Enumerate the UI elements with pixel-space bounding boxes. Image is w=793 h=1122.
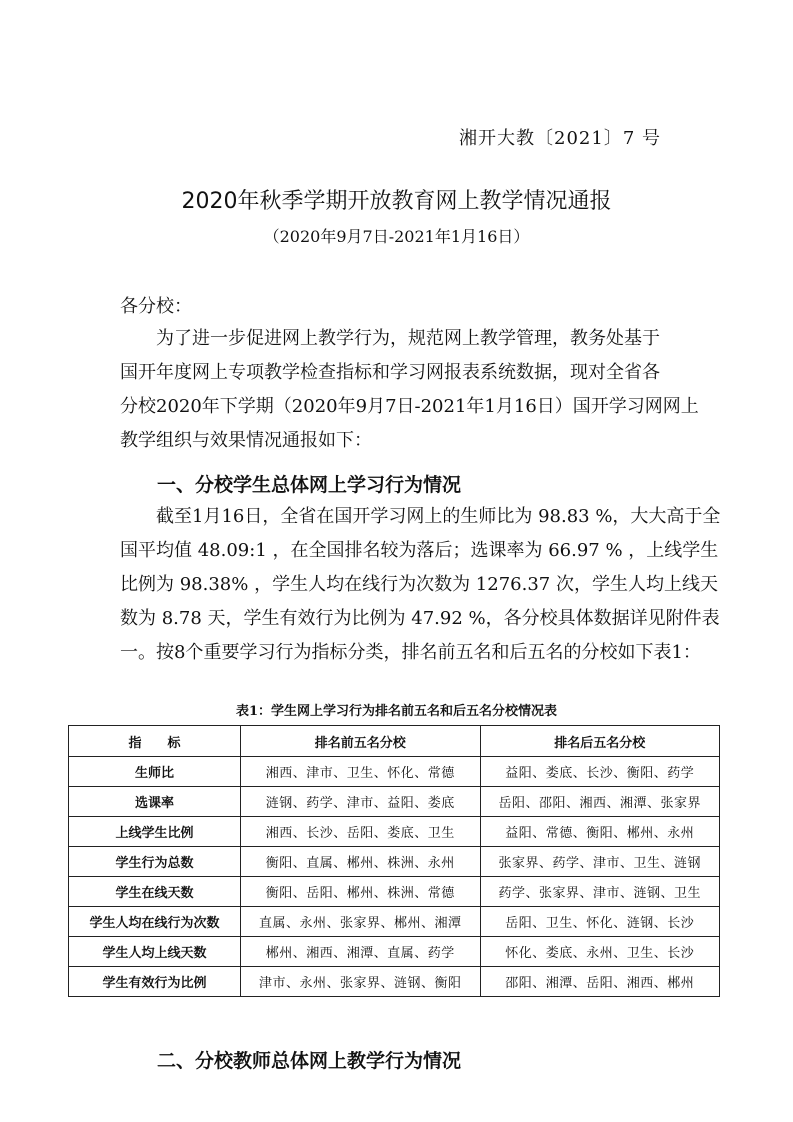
table-row <box>69 757 720 787</box>
top-five-cell: 津市、永州、张家界、涟钢、衡阳 <box>241 967 480 997</box>
table-caption: 表1：学生网上学习行为排名前五名和后五名分校情况表 <box>235 704 558 719</box>
bottom-five-cell: 张家界、药学、津市、卫生、涟钢 <box>480 847 719 877</box>
section1-paragraph <box>120 500 720 670</box>
indicator-cell: 选课率 <box>69 787 241 817</box>
header-indicator: 指 标 <box>69 726 241 757</box>
document-number: 湘开大教〔2021〕7 号 <box>459 128 661 149</box>
bottom-five-cell: 药学、张家界、津市、涟钢、卫生 <box>480 877 719 907</box>
header-bottom-five: 排名后五名分校 <box>480 726 719 757</box>
section1-line: 截至1月16日，全省在国开学习网上的生师比为 98.83 %，大大高于全 <box>156 506 721 527</box>
bottom-five-cell: 益阳、娄底、长沙、衡阳、药学 <box>480 757 719 787</box>
section1-line: 比例为 98.38% ，学生人均在线行为次数为 1276.37 次，学生人均上线天 <box>120 574 718 595</box>
ranking-table <box>68 725 720 997</box>
indicator-cell: 学生人均在线行为次数 <box>69 907 241 937</box>
intro-line: 为了进一步促进网上教学行为，规范网上教学管理，教务处基于 <box>156 328 660 349</box>
table-row <box>69 937 720 967</box>
top-five-cell: 衡阳、岳阳、郴州、株洲、常德 <box>241 877 480 907</box>
indicator-cell: 学生有效行为比例 <box>69 967 241 997</box>
table-row <box>69 877 720 907</box>
table-row <box>69 907 720 937</box>
table-row <box>69 847 720 877</box>
top-five-cell: 湘西、长沙、岳阳、娄底、卫生 <box>241 817 480 847</box>
top-five-cell: 湘西、津市、卫生、怀化、常德 <box>241 757 480 787</box>
section1-line: 一。按8个重要学习行为指标分类，排名前五名和后五名的分校如下表1： <box>120 642 701 663</box>
table-row <box>69 967 720 997</box>
bottom-five-cell: 怀化、娄底、永州、卫生、长沙 <box>480 937 719 967</box>
top-five-cell: 衡阳、直属、郴州、株洲、永州 <box>241 847 480 877</box>
intro-line: 分校2020年下学期（2020年9月7日-2021年1月16日）国开学习网网上 <box>120 396 699 417</box>
section2-heading: 二、分校教师总体网上教学行为情况 <box>157 1050 462 1072</box>
intro-paragraph <box>120 322 720 458</box>
table-header-row <box>69 726 720 757</box>
indicator-cell: 学生在线天数 <box>69 877 241 907</box>
top-five-cell: 涟钢、药学、津市、益阳、娄底 <box>241 787 480 817</box>
indicator-cell: 学生行为总数 <box>69 847 241 877</box>
section1-line: 国平均值 48.09:1 ，在全国排名较为落后；选课率为 66.97 % ，上线学生 <box>120 540 719 561</box>
indicator-cell: 学生人均上线天数 <box>69 937 241 967</box>
header-top-five: 排名前五名分校 <box>241 726 480 757</box>
bottom-five-cell: 岳阳、卫生、怀化、涟钢、长沙 <box>480 907 719 937</box>
indicator-cell: 生师比 <box>69 757 241 787</box>
intro-line: 教学组织与效果情况通报如下： <box>120 430 372 451</box>
top-five-cell: 直属、永州、张家界、郴州、湘潭 <box>241 907 480 937</box>
table-row <box>69 817 720 847</box>
salutation: 各分校： <box>120 296 192 317</box>
top-five-cell: 郴州、湘西、湘潭、直属、药学 <box>241 937 480 967</box>
indicator-cell: 上线学生比例 <box>69 817 241 847</box>
section1-heading: 一、分校学生总体网上学习行为情况 <box>157 474 462 496</box>
table-row <box>69 787 720 817</box>
bottom-five-cell: 邵阳、湘潭、岳阳、湘西、郴州 <box>480 967 719 997</box>
document-title: 2020年秋季学期开放教育网上教学情况通报 <box>181 189 612 214</box>
section1-line: 数为 8.78 天，学生有效行为比例为 47.92 %，各分校具体数据详见附件表 <box>120 608 720 629</box>
intro-line: 国开年度网上专项教学检查指标和学习网报表系统数据，现对全省各 <box>120 362 660 383</box>
bottom-five-cell: 益阳、常德、衡阳、郴州、永州 <box>480 817 719 847</box>
bottom-five-cell: 岳阳、邵阳、湘西、湘潭、张家界 <box>480 787 719 817</box>
document-subtitle: （2020年9月7日-2021年1月16日） <box>263 227 530 246</box>
